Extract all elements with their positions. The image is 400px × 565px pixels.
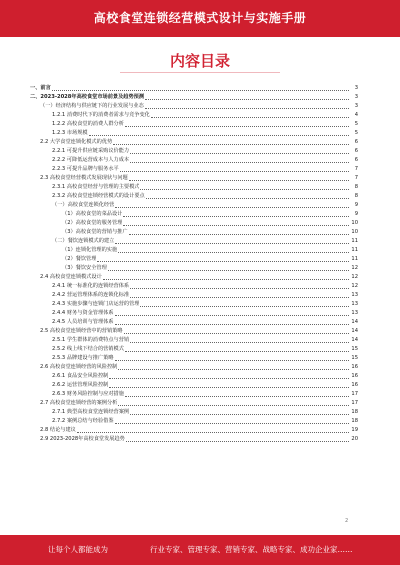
document-header xyxy=(0,0,400,37)
toc-entry[interactable] xyxy=(30,210,358,219)
toc-leader-dots xyxy=(145,107,349,109)
toc-entry-page: 15 xyxy=(351,346,358,352)
toc-entry-text: 2.6 高校食堂连锁经营的风险控制 xyxy=(40,364,118,370)
toc-entry-text: 2.2.1 可提升供应链采购议价能力 xyxy=(52,148,130,154)
toc-leader-dots xyxy=(146,197,349,199)
footer-slogan-right: 行业专家、管理专家、营销专家、战略专家、成功企业家…… xyxy=(150,545,353,554)
toc-entry-page: 12 xyxy=(351,283,358,289)
toc-entry[interactable] xyxy=(30,381,358,390)
toc-entry-text: 2.5.2 线上线下结合的营销模式 xyxy=(52,346,124,352)
document-title: 高校食堂连锁经营模式设计与实施手册 xyxy=(93,11,307,25)
toc-entry-page: 8 xyxy=(354,184,358,190)
toc-leader-dots xyxy=(145,98,349,100)
toc-entry-text: 2.3 高校食堂经营模式发展现状与问题 xyxy=(40,175,128,181)
toc-entry-text: 2.4 高校食堂连锁模式设计 xyxy=(40,274,102,280)
footer-slogan-left: 让每个人都能成为 xyxy=(48,545,108,554)
toc-leader-dots xyxy=(113,143,349,145)
toc-leader-dots xyxy=(123,224,349,226)
toc-entry-text: 一、前言 xyxy=(30,85,51,91)
toc-leader-dots xyxy=(125,395,349,397)
table-of-contents xyxy=(30,84,358,444)
toc-entry-text: 2.5.1 学生群体的消费特点与营销 xyxy=(52,337,130,343)
toc-entry-text: 1.2.3 市场规模 xyxy=(52,130,88,136)
toc-leader-dots xyxy=(77,431,349,433)
toc-entry[interactable] xyxy=(30,273,358,282)
toc-leader-dots xyxy=(120,170,349,172)
toc-entry[interactable] xyxy=(30,363,358,372)
toc-entry-text: 1.2.1 消费时代下的消费者需求与竞争变化 xyxy=(52,112,150,118)
toc-entry-page: 7 xyxy=(354,175,358,181)
toc-entry-page: 19 xyxy=(351,427,358,433)
toc-entry-text: 2.2 大学食堂连锁化模式的优势 xyxy=(40,139,113,145)
toc-entry[interactable] xyxy=(30,435,358,444)
toc-entry-page: 8 xyxy=(354,193,358,199)
toc-entry[interactable] xyxy=(30,102,358,111)
toc-entry[interactable] xyxy=(30,390,358,399)
toc-entry-text: 2.4.5 人员培训与管理体系 xyxy=(52,319,114,325)
toc-entry-text: 2.4.2 营运管理体系的连锁化标准 xyxy=(52,292,130,298)
footer-banner xyxy=(0,535,400,565)
toc-entry-text: （3）餐饮安全管理 xyxy=(62,265,107,271)
toc-leader-dots xyxy=(118,251,349,253)
toc-entry-text: 2.7 高校食堂连锁经营的案例分析 xyxy=(40,400,118,406)
toc-entry-text: 2.4.4 财务与资金管理体系 xyxy=(52,310,114,316)
toc-entry-text: 2.2.3 可提升品牌与服务水平 xyxy=(52,166,119,172)
toc-entry-text: 2.6.3 财务风险控制与应对措施 xyxy=(52,391,124,397)
toc-leader-dots xyxy=(97,260,349,262)
toc-leader-dots xyxy=(125,350,349,352)
toc-leader-dots xyxy=(115,323,349,325)
toc-entry[interactable] xyxy=(30,318,358,327)
toc-entry-page: 6 xyxy=(354,148,358,154)
toc-entry-page: 12 xyxy=(351,274,358,280)
toc-entry-text: 2.2.2 可降低运营成本与人力成本 xyxy=(52,157,130,163)
toc-entry-page: 10 xyxy=(351,229,358,235)
toc-entry[interactable] xyxy=(30,120,358,129)
toc-leader-dots xyxy=(89,134,349,136)
toc-entry[interactable] xyxy=(30,309,358,318)
toc-entry[interactable] xyxy=(30,237,358,246)
toc-entry[interactable] xyxy=(30,300,358,309)
toc-entry-page: 10 xyxy=(351,220,358,226)
toc-entry-page: 13 xyxy=(351,292,358,298)
toc-entry-text: 2.6.1 食品安全风险控制 xyxy=(52,373,109,379)
toc-leader-dots xyxy=(52,89,349,91)
toc-leader-dots xyxy=(115,206,349,208)
toc-entry[interactable] xyxy=(30,156,358,165)
toc-leader-dots xyxy=(130,413,349,415)
toc-entry-text: 2.4.1 统一标准化的连锁经营体系 xyxy=(52,283,130,289)
toc-entry-page: 18 xyxy=(351,418,358,424)
toc-entry-page: 4 xyxy=(354,112,358,118)
toc-entry-page: 13 xyxy=(351,310,358,316)
toc-entry-text: 2.3.2 高校食堂连锁经营模式的设计要点 xyxy=(52,193,145,199)
toc-leader-dots xyxy=(130,152,349,154)
toc-entry-page: 5 xyxy=(354,130,358,136)
toc-entry[interactable] xyxy=(30,228,358,237)
toc-divider xyxy=(120,72,280,73)
toc-leader-dots xyxy=(108,269,349,271)
toc-entry-page: 20 xyxy=(351,436,358,442)
toc-entry-page: 15 xyxy=(351,355,358,361)
toc-entry[interactable] xyxy=(30,264,358,273)
toc-entry-text: 2.9 2023-2028年高校食堂发展趋势 xyxy=(40,436,125,442)
toc-leader-dots xyxy=(109,386,349,388)
toc-entry[interactable] xyxy=(30,255,358,264)
toc-entry-text: 2.6.2 运营管理风险控制 xyxy=(52,382,109,388)
toc-entry[interactable] xyxy=(30,291,358,300)
toc-entry-page: 12 xyxy=(351,265,358,271)
toc-entry[interactable] xyxy=(30,345,358,354)
toc-leader-dots xyxy=(118,404,349,406)
toc-entry-page: 9 xyxy=(354,202,358,208)
toc-entry[interactable] xyxy=(30,84,358,93)
toc-entry[interactable] xyxy=(30,408,358,417)
toc-entry-page: 5 xyxy=(354,121,358,127)
toc-entry[interactable] xyxy=(30,336,358,345)
toc-entry-text: 2.5 高校食堂连锁经营中的营销策略 xyxy=(40,328,123,334)
toc-leader-dots xyxy=(115,359,349,361)
toc-entry-page: 13 xyxy=(351,301,358,307)
toc-entry[interactable] xyxy=(30,192,358,201)
toc-entry-text: 2.8 结论与建议 xyxy=(40,427,76,433)
toc-entry[interactable] xyxy=(30,174,358,183)
toc-leader-dots xyxy=(109,377,349,379)
toc-leader-dots xyxy=(115,314,349,316)
toc-entry[interactable] xyxy=(30,282,358,291)
toc-leader-dots xyxy=(125,125,349,127)
toc-entry-page: 14 xyxy=(351,328,358,334)
toc-entry-text: （一）经济结构与供应链下的行业发展与业态 xyxy=(40,103,144,109)
toc-leader-dots xyxy=(124,332,349,334)
toc-leader-dots xyxy=(103,278,349,280)
toc-entry-page: 16 xyxy=(351,382,358,388)
toc-entry-page: 17 xyxy=(351,400,358,406)
toc-entry-text: 二、2023-2028年高校食堂市场前景及趋势预测 xyxy=(30,94,145,100)
toc-entry-text: （3）高校食堂的营销与推广 xyxy=(62,229,128,235)
toc-entry[interactable] xyxy=(30,183,358,192)
toc-entry-text: 2.7.2 案例总结与经验借鉴 xyxy=(52,418,114,424)
toc-entry[interactable] xyxy=(30,129,358,138)
toc-leader-dots xyxy=(130,341,349,343)
toc-entry[interactable] xyxy=(30,219,358,228)
toc-entry-page: 17 xyxy=(351,391,358,397)
toc-entry[interactable] xyxy=(30,399,358,408)
toc-entry[interactable] xyxy=(30,354,358,363)
toc-entry[interactable] xyxy=(30,147,358,156)
toc-leader-dots xyxy=(151,116,349,118)
toc-entry-text: 2.4.3 实施步骤与连锁门店运营的管理 xyxy=(52,301,140,307)
toc-entry-text: 2.7.1 典型高校食堂连锁经营案例 xyxy=(52,409,130,415)
toc-entry-page: 6 xyxy=(354,139,358,145)
toc-entry[interactable] xyxy=(30,138,358,147)
toc-leader-dots xyxy=(130,296,349,298)
toc-entry-page: 11 xyxy=(351,256,358,262)
toc-entry-page: 9 xyxy=(354,211,358,217)
toc-entry-text: 2.5.3 品牌建设与推广策略 xyxy=(52,355,114,361)
toc-entry[interactable] xyxy=(30,417,358,426)
toc-entry-text: （一）高校食堂连锁化经营 xyxy=(52,202,115,208)
toc-entry-page: 7 xyxy=(354,166,358,172)
toc-entry[interactable] xyxy=(30,327,358,336)
toc-entry[interactable] xyxy=(30,111,358,120)
toc-leader-dots xyxy=(130,287,349,289)
toc-entry-page: 16 xyxy=(351,373,358,379)
toc-entry-page: 16 xyxy=(351,364,358,370)
toc-leader-dots xyxy=(140,188,349,190)
toc-entry[interactable] xyxy=(30,372,358,381)
toc-leader-dots xyxy=(126,440,349,442)
toc-leader-dots xyxy=(118,368,349,370)
toc-leader-dots xyxy=(140,305,349,307)
toc-entry[interactable] xyxy=(30,246,358,255)
toc-entry-page: 3 xyxy=(354,94,358,100)
toc-entry-page: 11 xyxy=(351,238,358,244)
toc-entry-page: 11 xyxy=(351,247,358,253)
toc-entry-page: 14 xyxy=(351,319,358,325)
toc-entry-text: （1）连锁化管理的实施 xyxy=(62,247,118,253)
toc-leader-dots xyxy=(130,161,349,163)
toc-entry-text: 2.3.1 高校食堂经营与管理的主要模式 xyxy=(52,184,140,190)
toc-heading: 内容目录 xyxy=(169,52,230,70)
toc-leader-dots xyxy=(129,179,349,181)
toc-entry-page: 18 xyxy=(351,409,358,415)
toc-entry[interactable] xyxy=(30,93,358,102)
toc-entry-page: 3 xyxy=(354,103,358,109)
toc-entry-text: （2）餐饮管理 xyxy=(62,256,97,262)
toc-entry-text: （1）高校食堂的菜品设计 xyxy=(62,211,123,217)
toc-leader-dots xyxy=(129,233,349,235)
toc-entry[interactable] xyxy=(30,165,358,174)
toc-leader-dots xyxy=(115,242,349,244)
toc-entry[interactable] xyxy=(30,426,358,435)
toc-entry-text: （2）高校食堂的服务管理 xyxy=(62,220,123,226)
page-number: 2 xyxy=(345,518,349,524)
toc-leader-dots xyxy=(115,422,349,424)
toc-entry-text: 1.2.2 高校食堂的消费人群分析 xyxy=(52,121,124,127)
toc-entry-page: 6 xyxy=(354,157,358,163)
toc-leader-dots xyxy=(123,215,349,217)
toc-entry[interactable] xyxy=(30,201,358,210)
toc-entry-text: （二）餐饮连锁模式的建立 xyxy=(52,238,115,244)
toc-entry-page: 14 xyxy=(351,337,358,343)
toc-entry-page: 3 xyxy=(354,85,358,91)
